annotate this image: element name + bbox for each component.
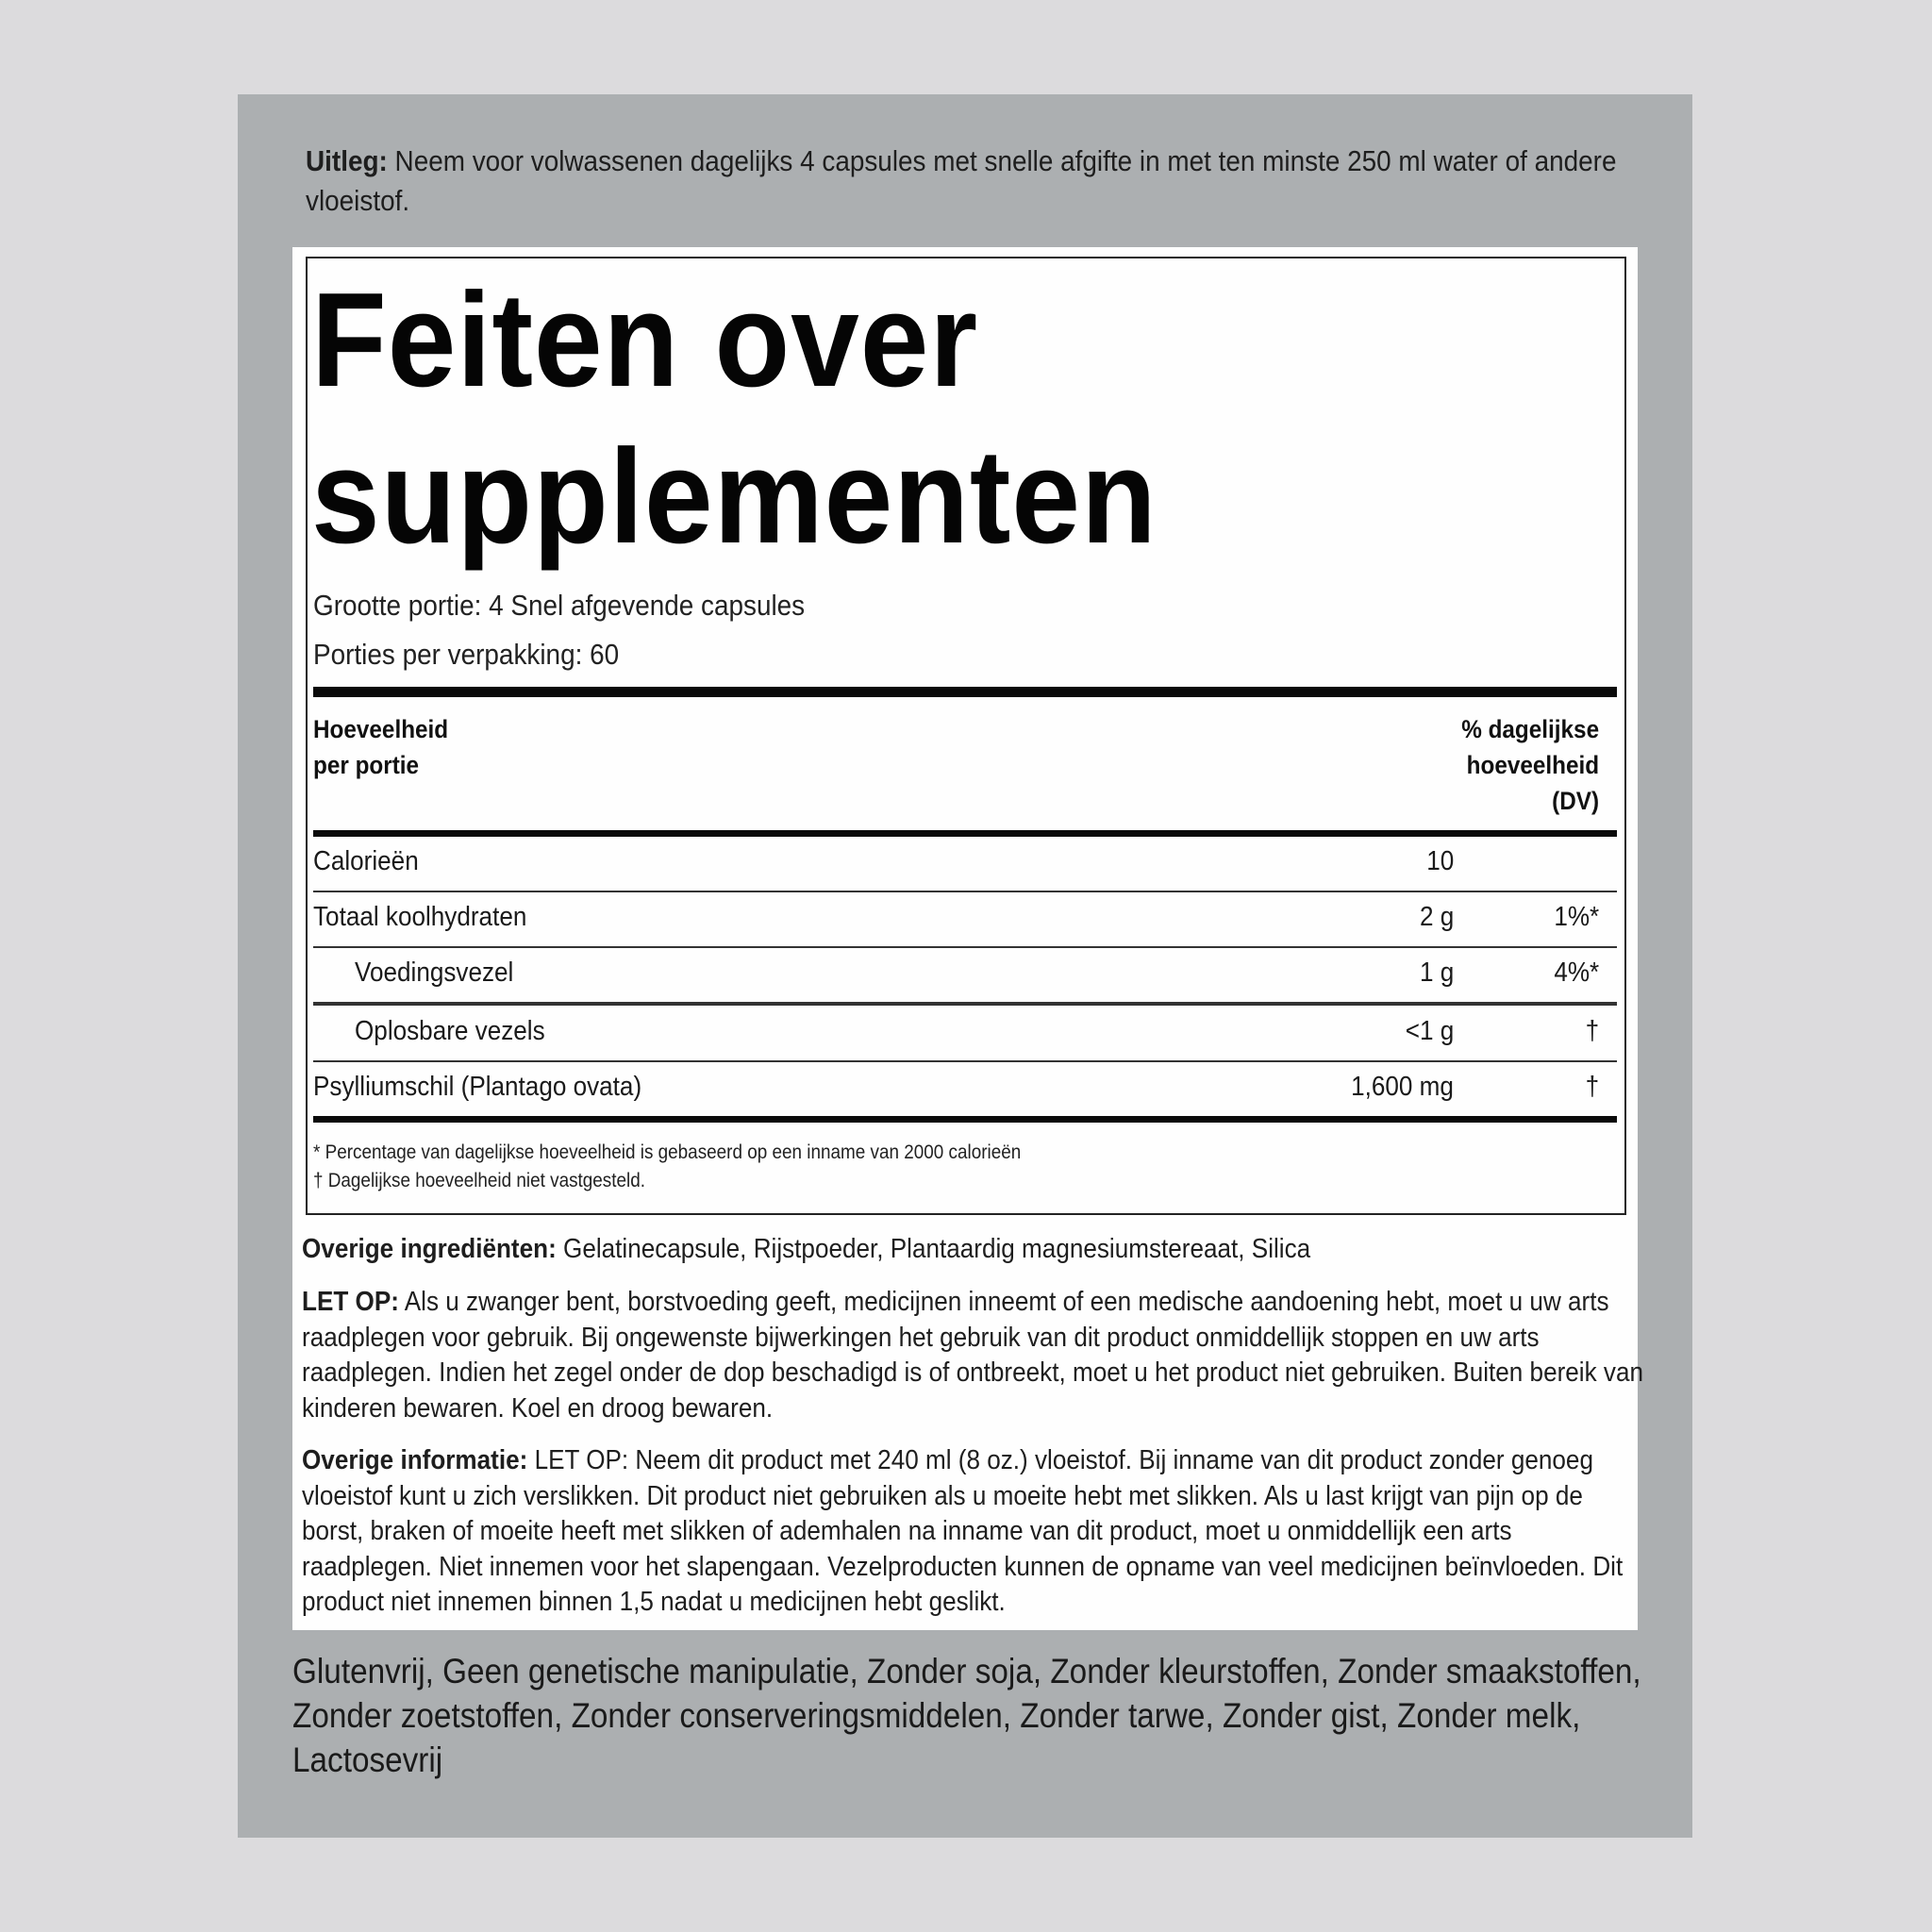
nutrient-dv: † bbox=[1585, 1072, 1599, 1102]
nutrient-name: Voedingsvezel bbox=[355, 958, 514, 988]
other-info-label: Overige informatie: bbox=[302, 1445, 528, 1475]
nutrient-amount: 1 g bbox=[1419, 958, 1454, 988]
thick-divider-header bbox=[313, 830, 1617, 837]
directions-body: Neem voor volwassenen dagelijks 4 capsules met snelle afgifte in met ten minste 250 ml water of andere vloeistof. bbox=[306, 144, 1617, 217]
other-info-body: LET OP: Neem dit product met 240 ml (8 oz.) vloeistof. Bij inname van dit product zonder genoeg vloeistof kunt u zich verslikken. Dit product niet gebruiken als u moeite hebt met slikken. Als u last krijgt van pijn op de borst, braken of moeite heeft met slikken of ademhalen na inname van dit product, moet u onmiddellijk een arts raadplegen. Niet innemen voor het slapengaan. Vezelproducten kunnen de opname van veel medicijnen beïnvloeden. Dit product niet innemen binnen 1,5 nadat u medicijnen hebt geslikt. bbox=[302, 1445, 1624, 1617]
row-divider bbox=[313, 1060, 1617, 1062]
other-info-text bbox=[302, 1443, 1643, 1621]
warning-text bbox=[302, 1285, 1643, 1426]
header-right-line-3: (DV) bbox=[1552, 787, 1599, 815]
header-right-line-1: % dagelijkse bbox=[1461, 715, 1599, 743]
nutrient-amount: 10 bbox=[1425, 846, 1454, 876]
thick-divider-top bbox=[313, 687, 1617, 697]
row-divider bbox=[313, 946, 1617, 948]
nutrient-amount: <1 g bbox=[1405, 1016, 1454, 1046]
nutrient-dv: † bbox=[1585, 1016, 1599, 1046]
header-right-line-2: hoeveelheid bbox=[1466, 751, 1599, 779]
free-from-claims: Glutenvrij, Geen genetische manipulatie, Zonder soja, Zonder kleurstoffen, Zonder smaakstoffen, Zonder zoetstoffen, Zonder conserveringsmiddelen, Zonder tarwe, Zonder gist, Zonder melk, Lactosevrij bbox=[292, 1652, 1641, 1779]
directions-label: Uitleg: bbox=[306, 144, 388, 177]
thick-divider-bottom bbox=[313, 1116, 1617, 1123]
header-daily-value bbox=[1461, 711, 1599, 819]
servings-per-container: Porties per verpakking: 60 bbox=[313, 638, 620, 671]
header-left-line-1: Hoeveelheid bbox=[313, 715, 449, 743]
directions-text bbox=[306, 142, 1635, 221]
row-divider bbox=[313, 891, 1617, 892]
footnote-dagger: † Dagelijkse hoeveelheid niet vastgesteld. bbox=[313, 1170, 645, 1191]
warning-label: LET OP: bbox=[302, 1287, 399, 1317]
other-ingredients-label: Overige ingrediënten: bbox=[302, 1234, 557, 1264]
header-left-line-2: per portie bbox=[313, 751, 420, 779]
nutrient-name: Calorieën bbox=[313, 846, 419, 876]
nutrient-amount: 2 g bbox=[1419, 902, 1454, 932]
other-ingredients-text: Gelatinecapsule, Rijstpoeder, Plantaardig magnesiumstereaat, Silica bbox=[556, 1234, 1311, 1264]
facts-title: Feiten over supplementen bbox=[311, 265, 1158, 572]
other-ingredients bbox=[302, 1232, 1643, 1268]
nutrient-name: Psylliumschil (Plantago ovata) bbox=[313, 1072, 642, 1102]
header-amount-per-serving bbox=[313, 711, 448, 783]
serving-size: Grootte portie: 4 Snel afgevende capsules bbox=[313, 589, 806, 622]
nutrient-name: Oplosbare vezels bbox=[355, 1016, 545, 1046]
nutrient-amount: 1,600 mg bbox=[1351, 1072, 1454, 1102]
nutrient-dv: 4%* bbox=[1554, 958, 1599, 988]
nutrient-name: Totaal koolhydraten bbox=[313, 902, 527, 932]
footnote-percentage: * Percentage van dagelijkse hoeveelheid is gebaseerd op een inname van 2000 calorieën bbox=[313, 1141, 1022, 1163]
warning-body: Als u zwanger bent, borstvoeding geeft, medicijnen inneemt of een medische aandoening hebt, moet u uw arts raadplegen voor gebruik. Bij ongewenste bijwerkingen het gebruik van dit product onmiddellijk stoppen en uw arts raadplegen. Indien het zegel onder de dop beschadigd is of ontbreekt, moet u het product niet gebruiken. Buiten bereik van kinderen bewaren. Koel en droog bewaren. bbox=[302, 1287, 1643, 1424]
row-divider bbox=[313, 1002, 1617, 1006]
nutrient-dv: 1%* bbox=[1554, 902, 1599, 932]
